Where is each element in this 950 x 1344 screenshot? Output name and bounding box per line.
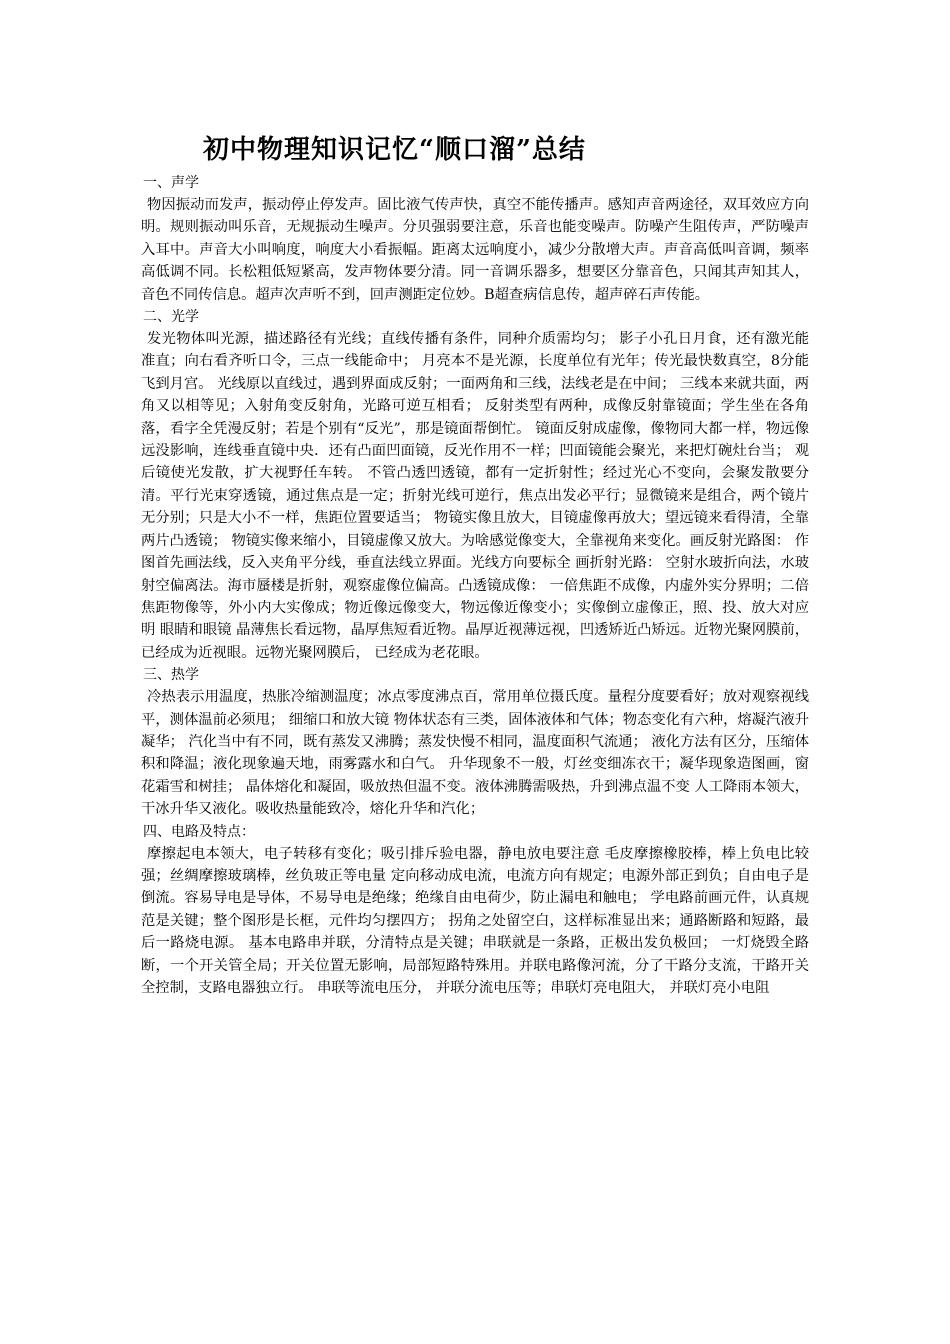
section-body: 冷热表示用温度，热胀冷缩测温度；冰点零度沸点百，常用单位摄氏度。量程分度要看好；放对观察视线平，测体温前必须甩； 细缩口和放大镜 物体状态有三类，固体液体和气体；物态变化有六种，熔凝汽液升凝华； 汽化当中有不同，既有蒸发又沸腾；蒸发快慢不相同，温度面积气流通； 液化方法有区分，压缩体积和降温；液化现象遍天地，雨雾露水和白气。 升华现象不一般，灯丝变细冻衣干；凝华现象造图画，窗花霜雪和树挂； 晶体熔化和凝固，吸放热但温不变。液体沸腾需吸热，升到沸点温不变 人工降雨本领大，干冰升华又液化。吸收热量能致冷，熔化升华和汽化；	[141, 689, 809, 818]
section-heading: 四、电路及特点：	[143, 823, 255, 840]
section-body: 发光物体叫光源，描述路径有光线；直线传播有条件，同种介质需均匀； 影子小孔日月食，还有激光能准直；向右看齐听口令，三点一线能命中； 月亮本不是光源，长度单位有光年；传光最快数真空，8分能飞到月宫。 光线原以直线过，遇到界面成反射；一面两角和三线，法线老是在中间； 三线本来就共面，两角又以相等见；入射角变反射角，光路可逆互相看； 反射类型有两种，成像反射靠镜面；学生坐在各角落，看字全凭漫反射；若是个别有“反光”，那是镜面帮倒忙。 镜面反射成虚像，像物同大都一样，物远像远没影响，连线垂直镜中央．还有凸面凹面镜，反光作用不一样；凹面镜能会聚光，来把灯碗灶台当； 观后镜使光发散，扩大视野任车转。 不管凸透凹透镜，都有一定折射性；经过光心不变向，会聚发散要分清。平行光束穿透镜，通过焦点是一定；折射光线可逆行，焦点出发必平行；显微镜来是组合，两个镜片无分别；只是大小不一样，焦距位置要适当； 物镜实像且放大，目镜虚像再放大；望远镜来看得清，全靠两片凸透镜； 物镜实像来缩小，目镜虚像又放大。为啥感觉像变大，全靠视角来变化。画反射光路图： 作图首先画法线，反入夹角平分线，垂直法线立界面。光线方向要标全 画折射光路： 空射水玻折向法，水玻射空偏离法。海市蜃楼是折射，观察虚像位偏高。凸透镜成像： 一倍焦距不成像，内虚外实分界明；二倍焦距物像等，外小内大实像成；物近像远像变大，物远像近像变小；实像倒立虚像正，照、投、放大对应明 眼睛和眼镜 晶薄焦长看远物，晶厚焦短看近物。晶厚近视薄远视，凹透矫近凸矫远。近物光聚网膜前，已经成为近视眼。远物光聚网膜后， 已经成为老花眼。	[141, 331, 809, 661]
section-circuits	[141, 821, 809, 1000]
document-title: 初中物理知识记忆“顺口溜”总结	[203, 135, 586, 165]
section-optics	[141, 306, 809, 664]
section-acoustics	[141, 172, 809, 306]
document-page	[141, 128, 809, 999]
section-body: 物因振动而发声，振动停止停发声。固比液气传声快，真空不能传播声。感知声音两途径，双耳效应方向明。规则振动叫乐音，无规振动生噪声。分贝强弱要注意，乐音也能变噪声。防噪产生阻传声，严防噪声入耳中。声音大小叫响度，响度大小看振幅。距离太远响度小，减少分散增大声。声音高低叫音调，频率高低调不同。长松粗低短紧高，发声物体要分清。同一音调乐器多，想要区分靠音色，只闻其声知其人，音色不同传信息。超声次声听不到，回声测距定位妙。B超查病信息传，超声碎石声传能。	[141, 197, 809, 303]
section-thermodynamics	[141, 664, 809, 820]
section-heading: 一、声学	[143, 175, 199, 191]
section-heading: 二、光学	[143, 309, 199, 326]
section-body: 摩擦起电本领大，电子转移有变化；吸引排斥验电器，静电放电要注意 毛皮摩擦橡胶棒，棒上负电比较强；丝绸摩擦玻璃棒，丝负玻正等电量 定向移动成电流，电流方向有规定；电源外部正到负；自由电子是倒流。容易导电是导体，不易导电是绝缘；绝缘自由电荷少，防止漏电和触电； 学电路前画元件，认真规范是关键；整个图形是长框，元件均匀摆四方； 拐角之处留空白，这样标准显出来；通路断路和短路，最后一路烧电源。 基本电路串并联，分清特点是关键；串联就是一条路，正极出发负极回； 一灯烧毁全路断，一个开关管全局；开关位置无影响，局部短路特殊用。并联电路像河流，分了干路分支流，干路开关全控制，支路电器独立行。 串联等流电压分， 并联分流电压等；串联灯亮电阻大， 并联灯亮小电阻	[141, 845, 809, 996]
section-heading: 三、热学	[143, 667, 199, 684]
